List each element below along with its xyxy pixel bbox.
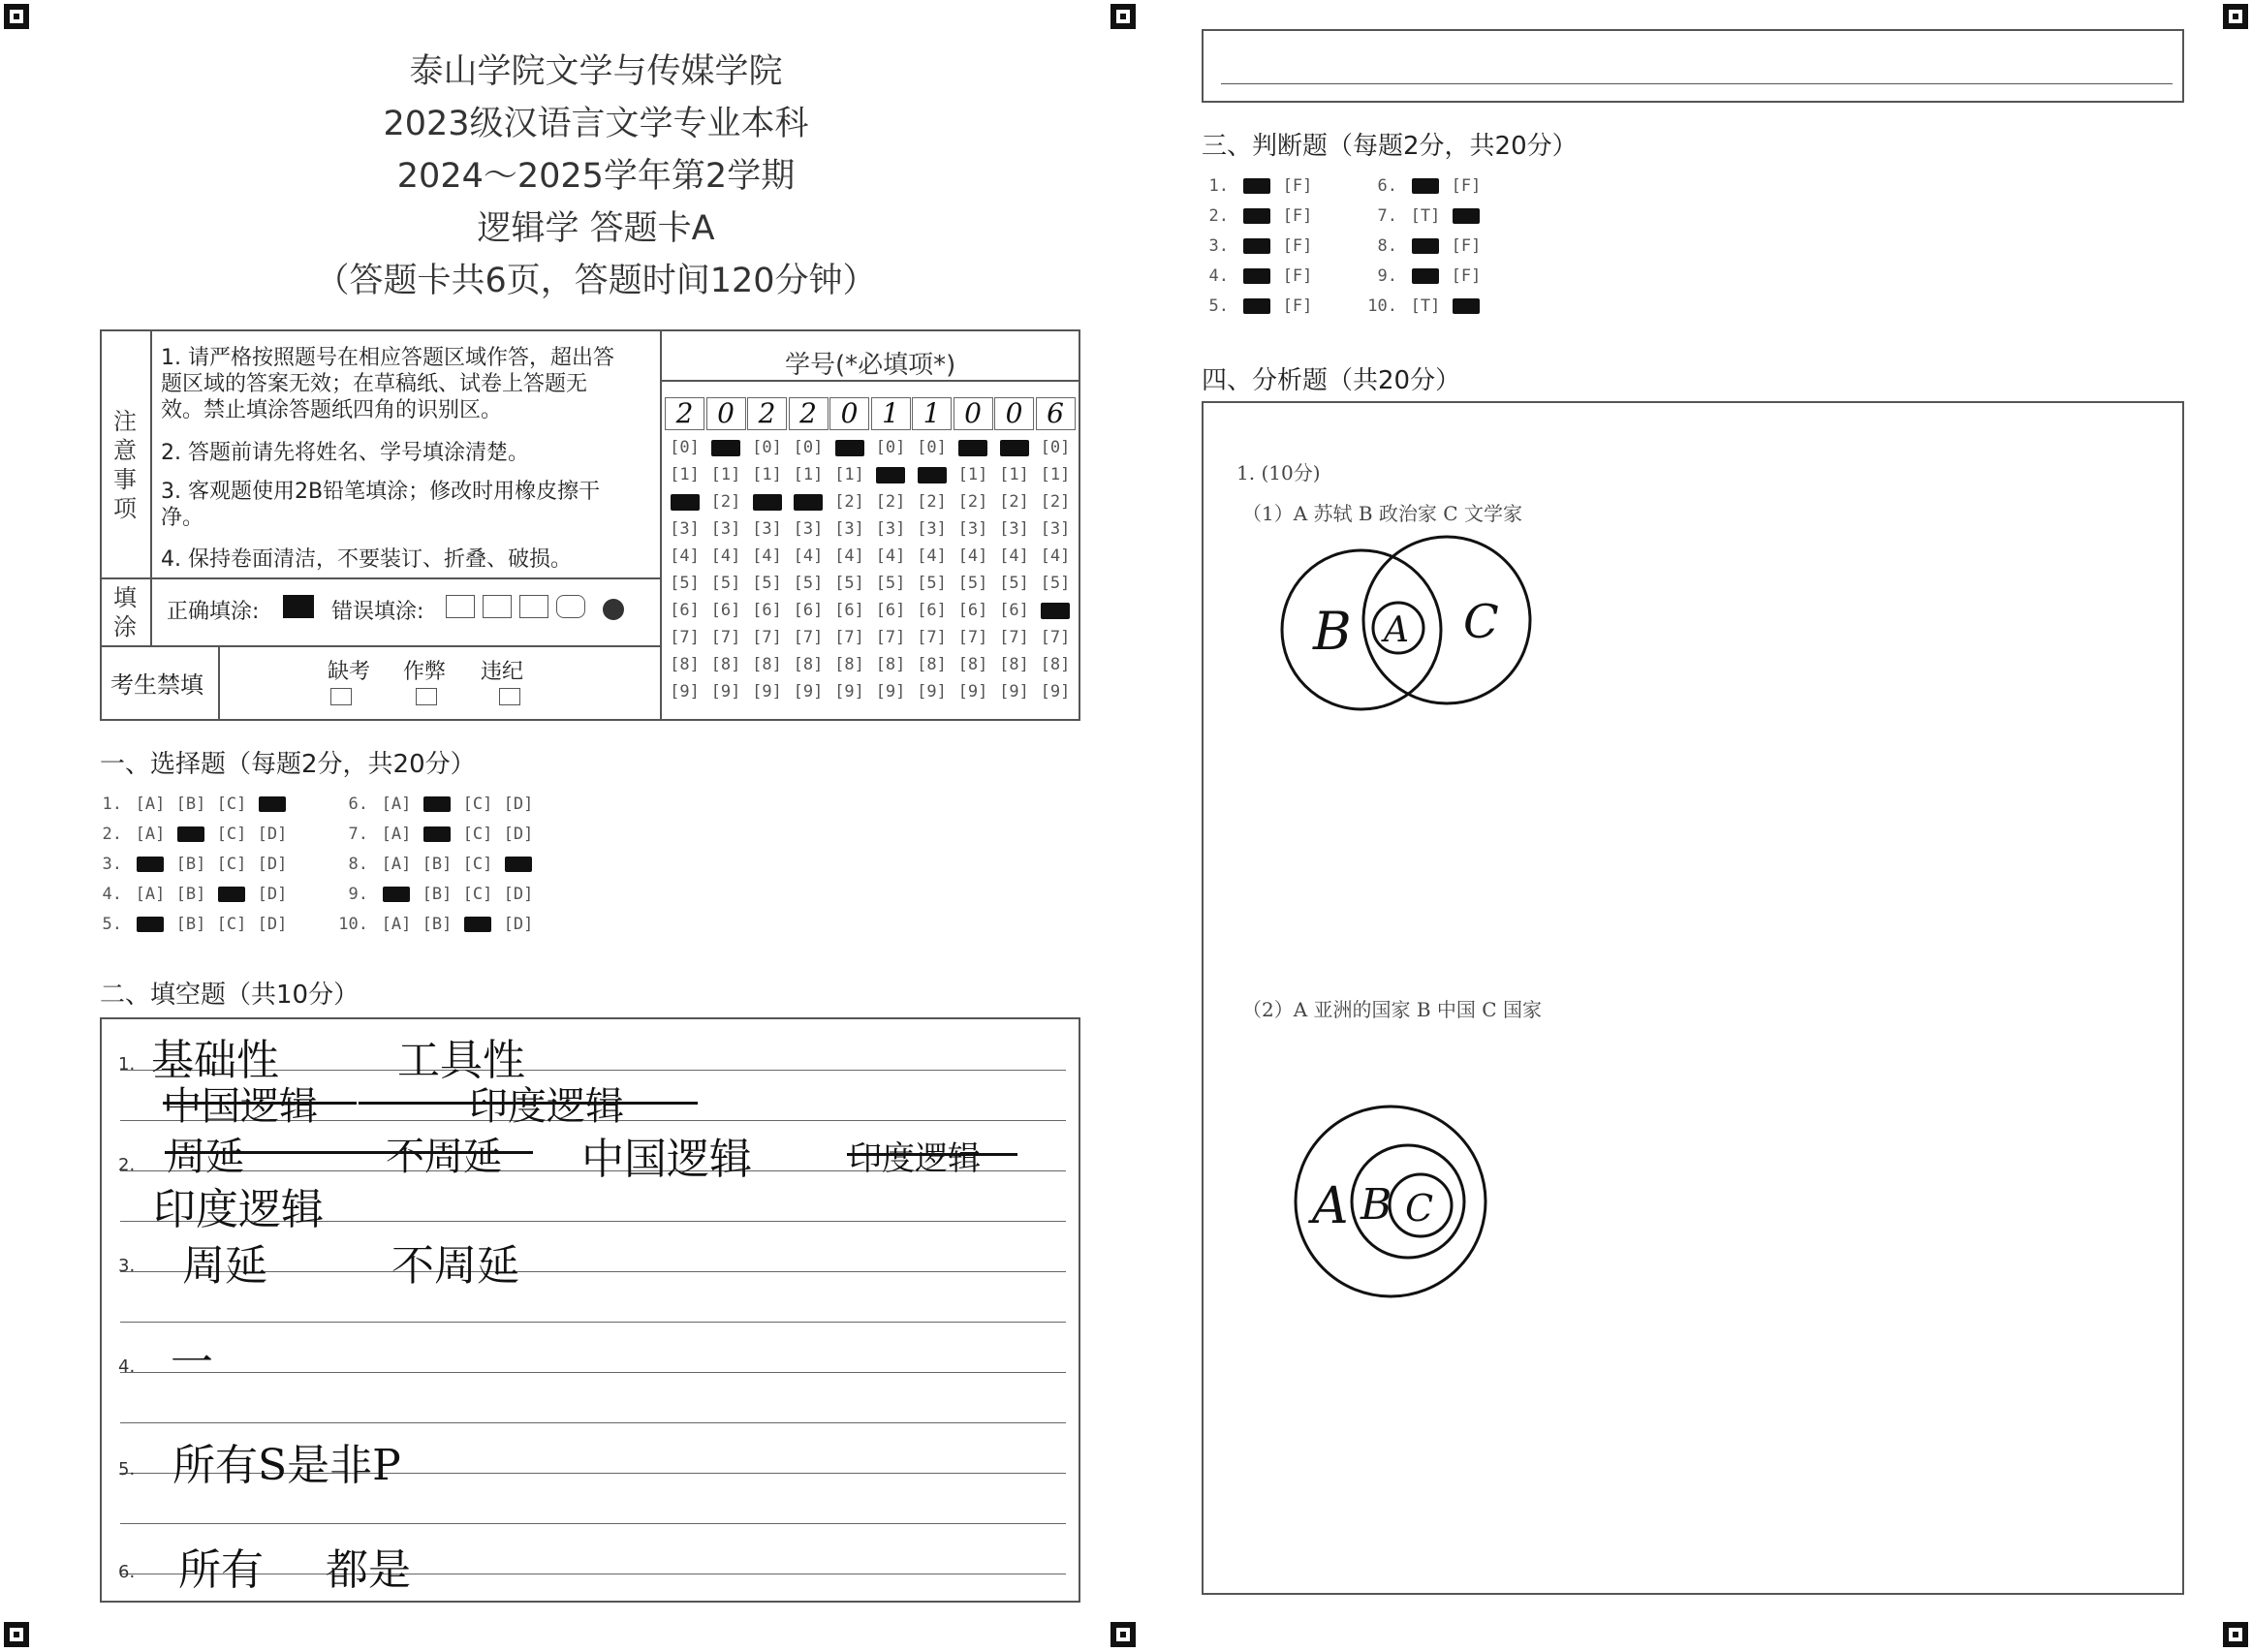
student-id-bubble[interactable]: [3] [752,519,782,539]
student-id-bubble[interactable]: [3] [710,519,741,539]
choice-bubble-filled[interactable] [498,851,539,878]
venn1-label-B: B [1313,601,1352,662]
venn-diagram-2 [1279,1105,1512,1308]
student-id-bubble[interactable]: [4] [875,546,906,566]
student-id-bubble[interactable]: [4] [917,546,947,566]
student-id-bubble[interactable]: [0] [917,438,947,457]
judge-bubble-filled[interactable] [1236,203,1277,230]
choice-bubble[interactable]: [A] [381,795,412,814]
answer-2-struck-1: 周延 [167,1135,244,1179]
corner-marker-bottom-right [2223,1622,2248,1647]
answer-1-struck-2: 印度逻辑 [469,1084,624,1129]
student-id-bubble[interactable]: [2] [1040,492,1071,512]
correct-fill-sample [283,595,314,618]
student-id-bubble[interactable]: [8] [957,655,988,674]
student-id-bubble[interactable]: [6] [875,601,906,620]
student-id-bubble[interactable]: [4] [834,546,864,566]
choice-bubble[interactable]: [C] [216,855,247,874]
question-number: 8. [1377,236,1397,256]
student-id-bubble[interactable]: [9] [917,682,947,701]
choice-bubble[interactable]: [B] [422,915,453,934]
choice-bubble[interactable]: [D] [257,825,288,844]
student-id-bubble[interactable]: [5] [834,574,864,593]
student-id-bubble[interactable]: [6] [917,601,947,620]
forbid-cheat-checkbox[interactable] [416,688,437,705]
student-id-bubble[interactable]: [4] [1040,546,1071,566]
judge-bubble[interactable]: [F] [1282,296,1313,316]
student-id-bubble[interactable]: [7] [999,628,1029,647]
student-id-digit-7: 1 [912,397,952,430]
student-id-bubble[interactable]: [2] [957,492,988,512]
question-number: 5. [102,915,122,934]
venn-diagram-1 [1269,523,1560,736]
analysis-part2: （2）A 亚洲的国家 B 中国 C 国家 [1242,998,1542,1021]
question-number: 4. [102,885,122,904]
choice-bubble[interactable]: [A] [381,915,412,934]
student-id-bubble[interactable]: [7] [957,628,988,647]
student-id-bubble[interactable]: [5] [875,574,906,593]
student-id-bubble[interactable]: [8] [834,655,864,674]
question-number: 6. [348,795,368,814]
student-id-bubble[interactable]: [8] [752,655,782,674]
notice-item-2: 2. 答题前请先将姓名、学号填涂清楚。 [161,441,529,465]
header-class: 2023级汉语言文学专业本科 [383,105,809,143]
judge-bubble[interactable]: [F] [1282,206,1313,226]
question-number: 7. [1377,206,1397,226]
choice-bubble[interactable]: [D] [503,915,534,934]
student-id-bubble[interactable]: [2] [875,492,906,512]
student-id-bubble[interactable]: [7] [1040,628,1071,647]
judge-bubble-filled[interactable] [1405,172,1446,200]
student-id-bubble[interactable]: [5] [752,574,782,593]
choice-bubble[interactable]: [A] [381,825,412,844]
section2-title: 二、填空题（共10分） [100,981,360,1010]
student-id-bubble[interactable]: [9] [834,682,864,701]
student-id-column-1 [665,438,704,709]
choice-question-row [87,821,293,848]
student-id-bubble-filled[interactable] [747,492,787,519]
choice-question-row [333,851,539,878]
ruled-line [120,1372,1066,1373]
student-id-bubble[interactable]: [0] [1040,438,1071,457]
student-id-bubble[interactable]: [9] [999,682,1029,701]
choice-bubble[interactable]: [D] [257,855,288,874]
answer-4: 一 [171,1338,213,1387]
student-id-bubble[interactable]: [6] [834,601,864,620]
judge-bubble[interactable]: [F] [1282,266,1313,286]
section1-title: 一、选择题（每题2分，共20分） [100,750,476,779]
judge-bubble-filled[interactable] [1446,293,1486,320]
question-number: 5. [1208,296,1229,316]
strike-line-2a [165,1151,533,1154]
student-id-bubble[interactable]: [6] [793,601,824,620]
top-answer-box [1202,29,2184,103]
student-id-bubble[interactable]: [3] [1040,519,1071,539]
student-id-bubble-filled[interactable] [994,438,1034,465]
choice-bubble[interactable]: [D] [257,915,288,934]
student-id-bubble[interactable]: [9] [752,682,782,701]
student-id-bubble-filled[interactable] [912,465,952,492]
student-id-bubble-filled[interactable] [871,465,911,492]
answer-1b: 工具性 [397,1036,525,1085]
student-id-bubble-filled[interactable] [1036,601,1076,628]
choice-bubble[interactable]: [D] [257,885,288,904]
student-id-header: 学号(*必填项*) [785,351,956,380]
student-id-digit-6: 1 [871,397,911,430]
student-id-bubble[interactable]: [4] [793,546,824,566]
student-id-digit-3: 2 [747,397,787,430]
choice-bubble[interactable]: [A] [381,855,412,874]
student-id-bubble[interactable]: [2] [710,492,741,512]
student-id-bubble[interactable]: [1] [710,465,741,484]
student-id-bubble[interactable]: [5] [1040,574,1071,593]
question-number: 1. [1208,176,1229,196]
student-id-bubble-filled[interactable] [665,492,704,519]
student-id-bubble[interactable]: [1] [752,465,782,484]
choice-question-row [333,791,539,818]
student-id-bubble[interactable]: [1] [957,465,988,484]
forbid-cheat-label: 作弊 [403,660,447,684]
student-id-bubble[interactable]: [7] [875,628,906,647]
judge-question-row [1194,203,1318,230]
student-id-column-3 [747,438,787,709]
choice-bubble[interactable]: [A] [135,795,166,814]
strike-line-2b [847,1153,1017,1156]
student-id-digit-10: 6 [1036,397,1076,430]
analysis-q1-label: 1. (10分) [1236,461,1321,484]
judge-question-row [1194,172,1318,200]
student-id-bubble[interactable]: [8] [793,655,824,674]
venn2-label-B: B [1361,1180,1392,1230]
student-id-bubble[interactable]: [7] [793,628,824,647]
strike-line-1a [163,1102,357,1105]
forbid-violation-checkbox[interactable] [499,688,520,705]
judge-bubble-filled[interactable] [1446,203,1486,230]
student-id-bubble[interactable]: [4] [670,546,700,566]
student-id-column-9 [994,438,1034,709]
student-id-digit-5: 0 [829,397,869,430]
judge-bubble[interactable]: [F] [1451,176,1482,196]
answer-1a: 基础性 [151,1036,279,1085]
choice-bubble[interactable]: [C] [462,795,493,814]
student-id-bubble[interactable]: [3] [670,519,700,539]
judge-bubble[interactable]: [T] [1410,206,1441,226]
student-id-bubble[interactable]: [7] [834,628,864,647]
answer-3a: 周延 [182,1241,267,1291]
student-id-bubble[interactable]: [1] [834,465,864,484]
student-id-bubble[interactable]: [6] [710,601,741,620]
judge-bubble[interactable]: [F] [1282,176,1313,196]
student-id-bubble-filled[interactable] [789,492,829,519]
student-id-column-4 [789,438,829,709]
notice-item-3: 3. 客观题使用2B铅笔填涂；修改时用橡皮擦干净。 [161,480,601,530]
choice-bubble[interactable]: [C] [462,825,493,844]
student-id-bubble[interactable]: [5] [710,574,741,593]
student-id-bubble[interactable]: [8] [999,655,1029,674]
student-id-column-2 [706,438,746,709]
forbid-label: 考生禁填 [110,671,203,699]
student-id-column-5 [829,438,869,709]
question-number: 4. [1208,266,1229,286]
question-number: 7. [348,825,368,844]
choice-question-row [87,911,293,938]
wrong-fill-label: 错误填涂: [331,600,424,624]
judge-bubble[interactable]: [T] [1410,296,1441,316]
choice-bubble[interactable]: [B] [175,795,206,814]
blank-number: 2. [118,1155,136,1175]
student-id-column-8 [954,438,993,709]
student-id-bubble[interactable]: [7] [752,628,782,647]
judge-bubble-filled[interactable] [1236,233,1277,260]
student-id-bubble[interactable]: [4] [710,546,741,566]
student-id-bubble[interactable]: [4] [999,546,1029,566]
student-id-bubble[interactable]: [2] [999,492,1029,512]
answer-3b: 不周延 [391,1241,519,1291]
blank-number: 5. [118,1459,136,1480]
student-id-column-10 [1036,438,1076,709]
answer-6a: 所有 [178,1545,264,1595]
student-id-bubble-filled[interactable] [706,438,746,465]
wrong-fill-sample-3 [519,595,548,618]
answer-5: 所有S是非P [172,1441,401,1490]
student-id-digit-1: 2 [665,397,704,430]
wrong-fill-sample-5 [603,599,624,620]
choice-bubble[interactable]: [D] [503,825,534,844]
blank-number: 3. [118,1256,136,1276]
corner-marker-bottom-middle [1110,1622,1136,1647]
choice-bubble-filled[interactable] [252,791,293,818]
student-id-bubble[interactable]: [2] [834,492,864,512]
choice-bubble[interactable]: [C] [462,885,493,904]
choice-bubble[interactable]: [C] [216,915,247,934]
question-number: 10. [338,915,368,934]
student-id-bubble[interactable]: [5] [793,574,824,593]
question-number: 9. [348,885,368,904]
choice-bubble[interactable]: [C] [462,855,493,874]
venn2-label-C: C [1405,1187,1434,1230]
student-id-bubble[interactable]: [3] [999,519,1029,539]
choice-bubble[interactable]: [B] [422,885,453,904]
student-id-column-6 [871,438,911,709]
student-id-bubble[interactable]: [5] [999,574,1029,593]
corner-marker-bottom-left [4,1622,29,1647]
choice-question-row [87,851,293,878]
student-id-bubble[interactable]: [6] [752,601,782,620]
judge-bubble-filled[interactable] [1236,263,1277,290]
choice-bubble[interactable]: [D] [503,885,534,904]
student-id-bubble[interactable]: [3] [917,519,947,539]
choice-bubble-filled[interactable] [376,881,417,908]
question-number: 2. [1208,206,1229,226]
strike-line-1b [359,1102,698,1105]
student-id-bubble[interactable]: [1] [999,465,1029,484]
fill-label: 填涂 [113,584,137,640]
header-duration: （答题卡共6页，答题时间120分钟） [315,262,877,300]
choice-bubble[interactable]: [B] [175,855,206,874]
venn2-label-A: A [1312,1177,1349,1235]
answer-2-struck-2: 不周延 [386,1135,502,1179]
student-id-bubble[interactable]: [1] [670,465,700,484]
judge-question-row [1362,172,1486,200]
judge-question-row [1194,293,1318,320]
student-id-bubble[interactable]: [9] [793,682,824,701]
student-id-bubble[interactable]: [5] [670,574,700,593]
student-id-bubble[interactable]: [0] [670,438,700,457]
student-id-bubble[interactable]: [6] [999,601,1029,620]
student-id-digit-8: 0 [954,397,993,430]
forbid-absent-label: 缺考 [328,660,371,684]
choice-bubble-filled[interactable] [417,821,457,848]
wrong-fill-sample-2 [483,595,512,618]
corner-marker-top-middle [1110,4,1136,29]
student-id-digit-2: 0 [706,397,746,430]
student-id-bubble[interactable]: [0] [875,438,906,457]
judge-bubble-filled[interactable] [1236,172,1277,200]
corner-marker-top-left [4,4,29,29]
choice-bubble[interactable]: [B] [175,885,206,904]
wrong-fill-sample-4 [556,595,585,618]
student-id-bubble[interactable]: [6] [957,601,988,620]
student-id-bubble[interactable]: [0] [752,438,782,457]
judge-bubble[interactable]: [F] [1282,236,1313,256]
student-id-bubble[interactable]: [6] [670,601,700,620]
student-id-bubble[interactable]: [9] [670,682,700,701]
choice-bubble[interactable]: [C] [216,825,247,844]
forbid-absent-checkbox[interactable] [330,688,352,705]
section4-title: 四、分析题（共20分） [1202,366,1461,395]
forbid-violation-label: 违纪 [481,660,524,684]
notice-item-4: 4. 保持卷面清洁，不要装订、折叠、破损。 [161,547,572,572]
question-number: 9. [1377,266,1397,286]
choice-bubble-filled[interactable] [417,791,457,818]
student-id-bubble-filled[interactable] [954,438,993,465]
student-id-digit-9: 0 [994,397,1034,430]
choice-bubble[interactable]: [A] [135,885,166,904]
ruled-line [120,1523,1066,1524]
student-id-bubble[interactable]: [7] [710,628,741,647]
notice-label: 注意事项 [113,408,137,522]
student-id-bubble[interactable]: [8] [875,655,906,674]
student-id-bubble[interactable]: [4] [752,546,782,566]
student-id-bubble[interactable]: [1] [793,465,824,484]
question-number: 2. [102,825,122,844]
student-id-bubble[interactable]: [8] [670,655,700,674]
judge-bubble-filled[interactable] [1405,263,1446,290]
choice-bubble-filled[interactable] [130,911,171,938]
judge-bubble[interactable]: [F] [1451,236,1482,256]
ruled-line [120,1422,1066,1423]
student-id-bubble[interactable]: [1] [1040,465,1071,484]
choice-question-row [87,791,293,818]
choice-question-row [333,821,539,848]
choice-bubble-filled[interactable] [171,821,211,848]
blank-number: 6. [118,1562,136,1582]
analysis-part1: （1）A 苏轼 B 政治家 C 文学家 [1242,502,1522,525]
correct-fill-label: 正确填涂: [167,600,260,624]
student-id-bubble[interactable]: [8] [1040,655,1071,674]
student-id-bubble[interactable]: [3] [793,519,824,539]
question-number: 3. [1208,236,1229,256]
student-id-bubble[interactable]: [5] [917,574,947,593]
student-id-bubble[interactable]: [3] [875,519,906,539]
answer-1-struck-1: 中国逻辑 [163,1084,318,1129]
student-id-bubble[interactable]: [3] [957,519,988,539]
ruled-line [120,1322,1066,1323]
choice-bubble-filled[interactable] [211,881,252,908]
student-id-bubble[interactable]: [7] [917,628,947,647]
choice-bubble[interactable]: [C] [216,795,247,814]
corner-marker-top-right [2223,4,2248,29]
student-id-bubble[interactable]: [9] [1040,682,1071,701]
question-number: 1. [102,795,122,814]
student-id-bubble[interactable]: [8] [710,655,741,674]
judge-bubble[interactable]: [F] [1451,266,1482,286]
student-id-bubble[interactable]: [9] [957,682,988,701]
choice-bubble[interactable]: [D] [503,795,534,814]
student-id-digit-4: 2 [789,397,829,430]
student-id-bubble[interactable]: [8] [917,655,947,674]
question-number: 6. [1377,176,1397,196]
student-id-bubble[interactable]: [5] [957,574,988,593]
student-id-bubble[interactable]: [3] [834,519,864,539]
question-number: 8. [348,855,368,874]
judge-question-row [1362,293,1486,320]
student-id-bubble[interactable]: [9] [710,682,741,701]
answer-6b: 都是 [326,1545,411,1595]
judge-question-row [1194,233,1318,260]
student-id-bubble[interactable]: [9] [875,682,906,701]
header-term: 2024～2025学年第2学期 [396,157,796,196]
judge-question-row [1194,263,1318,290]
answer-2: 中国逻辑 [581,1135,752,1184]
choice-bubble[interactable]: [A] [135,825,166,844]
venn1-circle-B [1282,550,1441,709]
answer-2b: 印度逻辑 [153,1185,324,1234]
student-id-bubble[interactable]: [4] [957,546,988,566]
choice-question-row [333,911,539,938]
section3-title: 三、判断题（每题2分，共20分） [1202,132,1578,161]
header-school: 泰山学院文学与传媒学院 [409,52,783,91]
student-id-column-7 [912,438,952,709]
judge-bubble-filled[interactable] [1236,293,1277,320]
judge-question-row [1362,203,1486,230]
student-id-bubble[interactable]: [0] [793,438,824,457]
choice-bubble-filled[interactable] [457,911,498,938]
judge-bubble-filled[interactable] [1405,233,1446,260]
question-number: 3. [102,855,122,874]
venn1-label-C: C [1463,595,1499,649]
wrong-fill-sample-1 [446,595,475,618]
choice-bubble[interactable]: [B] [422,855,453,874]
choice-question-row [87,881,293,908]
judge-question-row [1362,263,1486,290]
answer-2-struck-3: 印度逻辑 [849,1139,981,1178]
blank-number: 4. [118,1356,136,1377]
blank-number: 1. [118,1054,136,1075]
question-number: 10. [1367,296,1397,316]
choice-bubble[interactable]: [B] [175,915,206,934]
student-id-bubble[interactable]: [7] [670,628,700,647]
notice-item-1: 1. 请严格按照题号在相应答题区域作答，超出答题区域的答案无效；在草稿纸、试卷上答题无效。禁止填涂答题纸四角的识别区。 [161,346,614,422]
header-exam-title: 逻辑学 答题卡A [477,209,715,248]
student-id-bubble-filled[interactable] [829,438,869,465]
judge-question-row [1362,233,1486,260]
choice-bubble-filled[interactable] [130,851,171,878]
student-id-bubble[interactable]: [2] [917,492,947,512]
choice-question-row [333,881,539,908]
venn1-label-A: A [1384,610,1409,650]
